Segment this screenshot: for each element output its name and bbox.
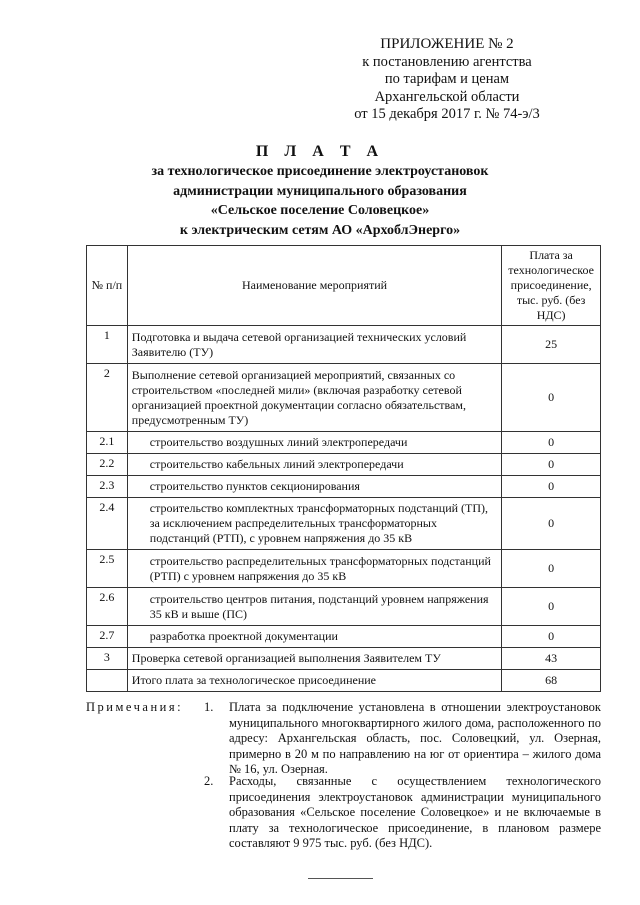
row-name: строительство центров питания, подстанций уровнем напряжения 35 кВ и выше (ПС) bbox=[127, 588, 501, 626]
row-num: 2.7 bbox=[87, 626, 128, 648]
table-row bbox=[87, 364, 601, 432]
appendix-line: по тарифам и ценам bbox=[384, 71, 510, 87]
notes-label: Примечания: bbox=[86, 700, 184, 714]
closing-rule bbox=[308, 878, 373, 879]
table-total-row bbox=[87, 670, 601, 692]
table-row bbox=[87, 476, 601, 498]
row-name: строительство воздушных линий электропередачи bbox=[127, 432, 501, 454]
table-row bbox=[87, 626, 601, 648]
row-num: 2.2 bbox=[87, 454, 128, 476]
fee-table bbox=[86, 245, 601, 692]
subtitle-line: «Сельское поселение Соловецкое» bbox=[210, 203, 430, 218]
table-row bbox=[87, 326, 601, 364]
row-fee: 0 bbox=[502, 626, 601, 648]
row-name: строительство комплектных трансформаторных подстанций (ТП), за исключением распределительных трансформаторных подстанций (РТП), с уровнем напряжения до 35 кВ bbox=[127, 498, 501, 550]
row-fee: 0 bbox=[502, 550, 601, 588]
row-num: 2 bbox=[87, 364, 128, 432]
table-row bbox=[87, 588, 601, 626]
table-row bbox=[87, 432, 601, 454]
row-fee: 0 bbox=[502, 498, 601, 550]
row-num: 1 bbox=[87, 326, 128, 364]
row-num: 2.3 bbox=[87, 476, 128, 498]
note-text: Расходы, связанные с осуществлением технологического присоединения электроустановок администрации муниципального образования «Сельское поселение Соловецкое» и не включаемые в плату за технологическое присоединение, в плановом размере составляют 9 975 тыс. руб. (без НДС). bbox=[229, 774, 601, 850]
row-num: 2.1 bbox=[87, 432, 128, 454]
row-num: 3 bbox=[87, 648, 128, 670]
total-fee: 68 bbox=[502, 670, 601, 692]
subtitle-line: к электрическим сетям АО «АрхоблЭнерго» bbox=[179, 222, 461, 238]
row-fee: 0 bbox=[502, 454, 601, 476]
row-name: Выполнение сетевой организацией мероприятий, связанных со строительством «последней мили» (включая разработку сетевой организацией проектной документации согласно обязательствам, предусмотренным ТУ) bbox=[127, 364, 501, 432]
row-name: строительство распределительных трансформаторных подстанций (РТП) с уровнем напряжения до 35 кВ bbox=[127, 550, 501, 588]
row-fee: 0 bbox=[502, 476, 601, 498]
note-number: 2. bbox=[204, 774, 214, 788]
row-num: 2.4 bbox=[87, 498, 128, 550]
table-row bbox=[87, 648, 601, 670]
total-label: Итого плата за технологическое присоединение bbox=[127, 670, 501, 692]
row-num: 2.6 bbox=[87, 588, 128, 626]
row-num: 2.5 bbox=[87, 550, 128, 588]
appendix-date: от 15 декабря 2017 г. № 74-э/3 bbox=[354, 106, 540, 122]
appendix-title: ПРИЛОЖЕНИЕ № 2 bbox=[380, 36, 514, 52]
row-name: Подготовка и выдача сетевой организацией технических условий Заявителю (ТУ) bbox=[127, 326, 501, 364]
appendix-header bbox=[342, 36, 552, 124]
subtitle-line: администрации муниципального образования bbox=[173, 183, 467, 199]
table-header-row bbox=[87, 246, 601, 326]
table-row bbox=[87, 550, 601, 588]
note-text: Плата за подключение установлена в отношении электроустановок муниципального многоквартирного жилого дома, расположенного по адресу: Архангельская область, пос. Соловецкий, ул. Озерная, примерно в 20 м по направлению на юг от ориентира – жилого дома № 16, ул. Озерная. bbox=[229, 700, 601, 776]
row-name: Проверка сетевой организацией выполнения Заявителем ТУ bbox=[127, 648, 501, 670]
document-title: П Л А Т А bbox=[255, 143, 385, 160]
row-name: строительство пунктов секционирования bbox=[127, 476, 501, 498]
row-fee: 25 bbox=[502, 326, 601, 364]
table-row bbox=[87, 454, 601, 476]
subtitle-line: за технологическое присоединение электроустановок bbox=[151, 164, 489, 179]
appendix-line: к постановлению агентства bbox=[362, 53, 532, 70]
row-fee: 0 bbox=[502, 588, 601, 626]
row-name: разработка проектной документации bbox=[127, 626, 501, 648]
appendix-line: Архангельской области bbox=[374, 88, 520, 105]
header-num: № п/п bbox=[87, 246, 128, 326]
document-subtitle bbox=[0, 162, 640, 240]
table-row bbox=[87, 498, 601, 550]
row-fee: 43 bbox=[502, 648, 601, 670]
header-fee: Плата за технологическое присоединение, тыс. руб. (без НДС) bbox=[502, 246, 601, 326]
header-name: Наименование мероприятий bbox=[127, 246, 501, 326]
total-num bbox=[87, 670, 128, 692]
row-fee: 0 bbox=[502, 364, 601, 432]
row-name: строительство кабельных линий электропередачи bbox=[127, 454, 501, 476]
row-fee: 0 bbox=[502, 432, 601, 454]
note-number: 1. bbox=[204, 700, 214, 714]
